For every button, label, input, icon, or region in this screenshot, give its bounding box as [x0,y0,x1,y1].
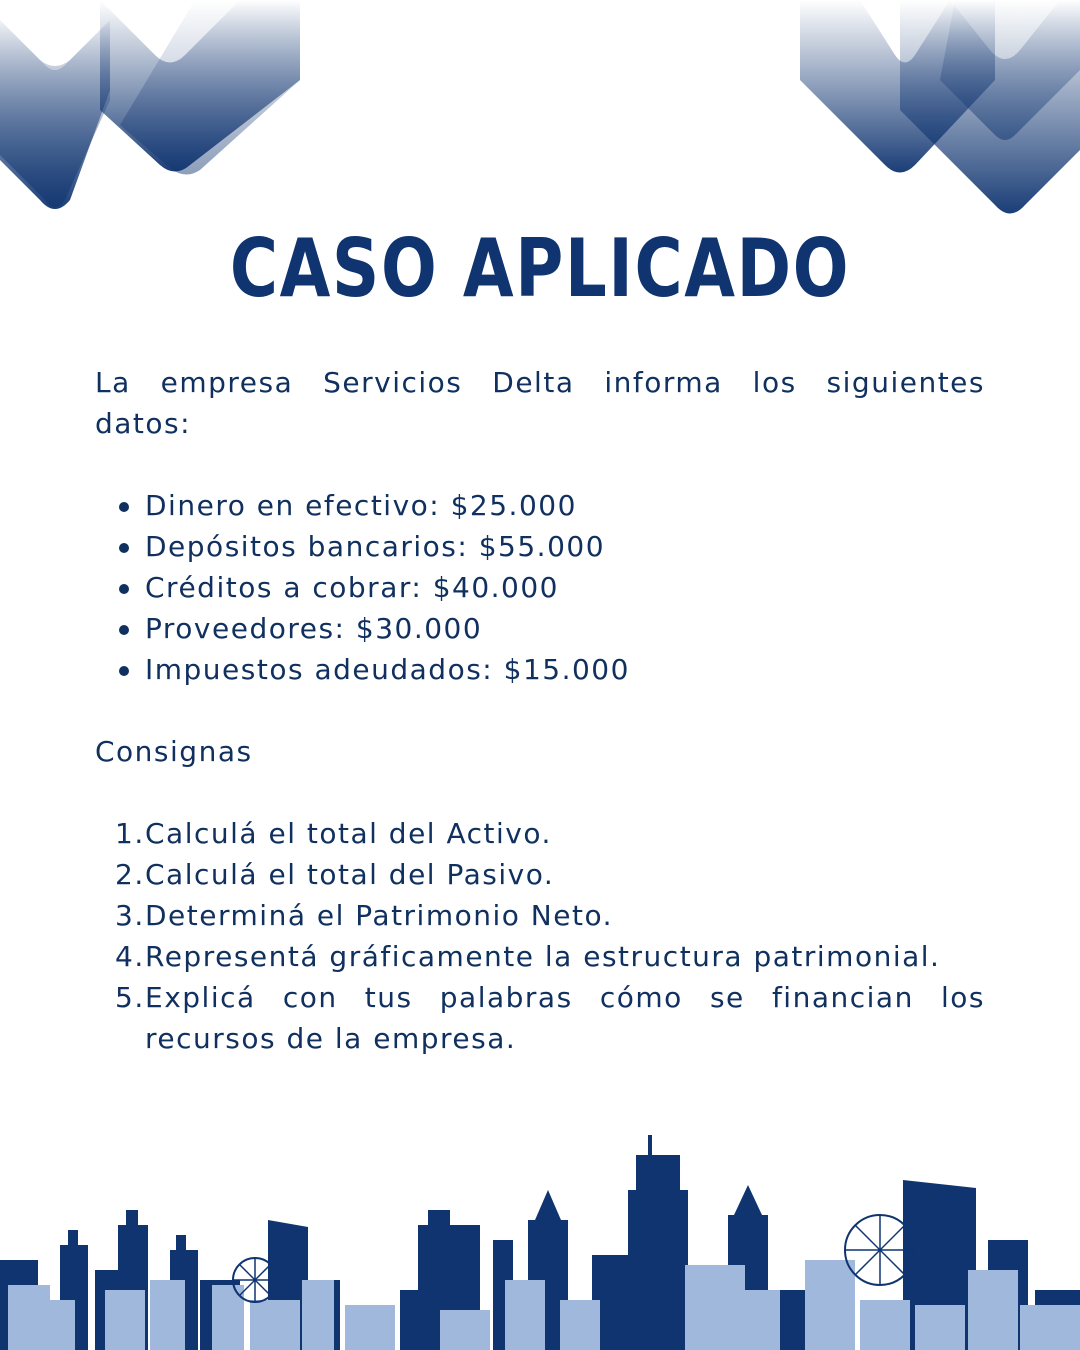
task-number: 2. [115,858,145,891]
task-item [115,936,985,977]
task-number: 1. [115,817,145,850]
intro-paragraph [95,362,985,444]
intro-line-1: La empresa Servicios Delta informa los siguientes [95,366,985,399]
list-item: Impuestos adeudados: $15.000 [145,649,985,690]
task-number: 4. [115,940,145,973]
task-text: Determiná el Patrimonio Neto. [145,899,613,932]
decorative-chevrons-right [800,0,1080,220]
task-text: Representá gráficamente la estructura patrimonial. [145,940,941,973]
decorative-chevrons-left [0,0,300,220]
task-number: 3. [115,899,145,932]
section-heading-consignas: Consignas [95,735,253,768]
list-item: Proveedores: $30.000 [145,608,985,649]
intro-line-2: datos: [95,407,192,440]
data-list [95,485,985,690]
list-item: Créditos a cobrar: $40.000 [145,567,985,608]
list-item: Depósitos bancarios: $55.000 [145,526,985,567]
city-skyline-illustration [0,1130,1080,1350]
task-item [115,977,985,1059]
tasks-list [95,813,985,1059]
task-item [115,854,985,895]
task-text: Calculá el total del Activo. [145,817,552,850]
task-text: Explicá con tus palabras cómo se financian los recursos de la empresa. [145,981,985,1055]
task-item [115,813,985,854]
list-item: Dinero en efectivo: $25.000 [145,485,985,526]
task-number: 5. [115,981,145,1014]
main-content [95,362,985,1059]
page-title: CASO APLICADO [229,222,851,315]
task-text: Calculá el total del Pasivo. [145,858,555,891]
task-item [115,895,985,936]
